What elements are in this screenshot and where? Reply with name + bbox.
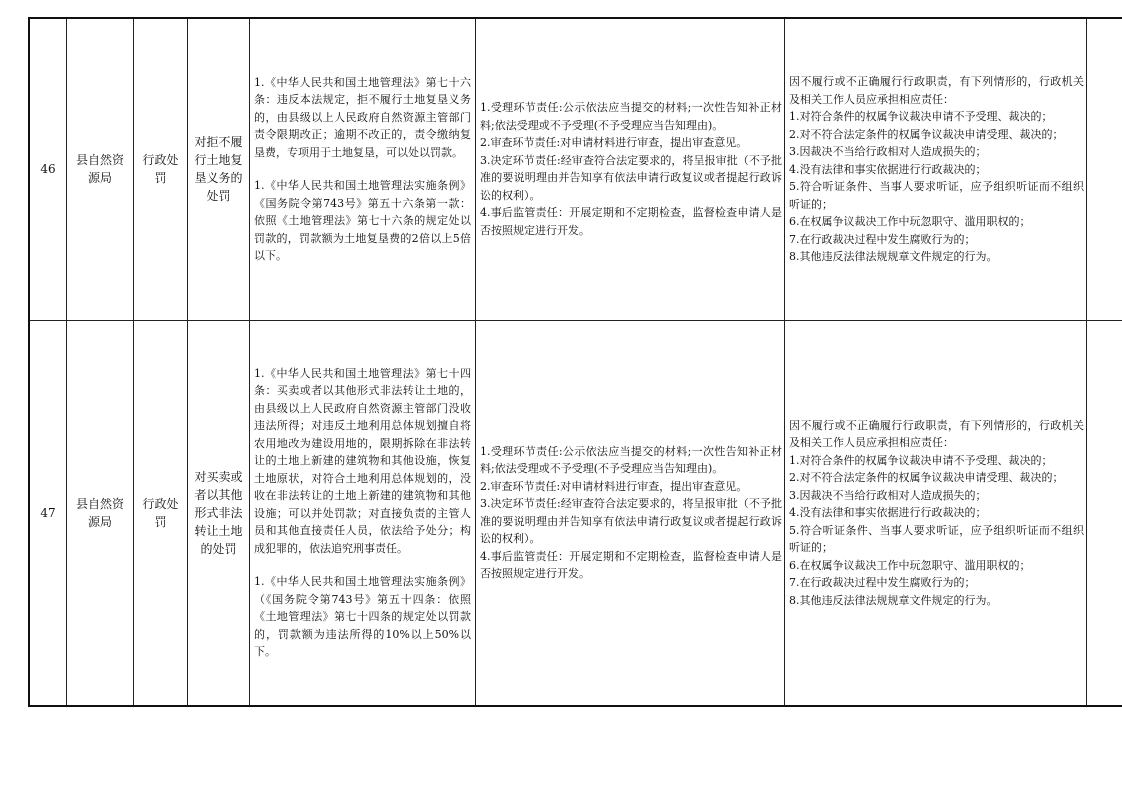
- responsibility-item: 1.受理环节责任:公示依法应当提交的材料;一次性告知补正材料;依法受理或不予受理(不予受理应当告知理由)。: [480, 101, 782, 132]
- responsibility-cell: [476, 18, 785, 320]
- responsibility-item: 4.事后监管责任：开展定期和不定期检查，监督检查申请人是否按照规定进行开发。: [480, 206, 782, 237]
- liability-item: 2.对不符合法定条件的权属争议裁决申请受理、裁决的；: [789, 471, 1064, 484]
- power-item-cell: 对拒不履行土地复垦义务的处罚: [188, 18, 250, 320]
- legal-basis-paragraph: 1.《中华人民共和国土地管理法实施条例》《国务院令第743号》第五十六条第一款：依照《土地管理法》第七十六条的规定处以罚款的，罚款额为土地复垦费的2倍以上5倍以下。: [254, 179, 471, 263]
- liability-item: 7.在行政裁决过程中发生腐败行为的；: [789, 232, 976, 246]
- responsibility-item: 3.决定环节责任:经审查符合法定要求的，将呈报审批（不予批准的要说明理由并告知享有依法申请行政复议或者提起行政诉讼的权利）。: [480, 497, 782, 546]
- liability-item: 6.在权属争议裁决工作中玩忽职守、滥用职权的；: [789, 215, 1031, 228]
- liability-item: 2.对不符合法定条件的权属争议裁决申请受理、裁决的；: [789, 127, 1064, 141]
- legal-basis-cell: [250, 320, 476, 706]
- responsibility-item: 2.审查环节责任:对申请材料进行审查，提出审查意见。: [480, 136, 748, 150]
- power-item-cell: 对买卖或者以其他形式非法转让土地的处罚: [188, 320, 250, 706]
- table-row: [29, 18, 1122, 320]
- liability-item: 1.对符合条件的权属争议裁决申请不予受理、裁决的；: [789, 453, 1053, 467]
- responsibility-table: [28, 17, 1122, 707]
- department-cell: 县自然资源局: [67, 18, 134, 320]
- remarks-cell: [1087, 320, 1122, 706]
- liability-item: 3.因裁决不当给行政相对人造成损失的；: [789, 488, 987, 502]
- legal-basis-paragraph: 1.《中华人民共和国土地管理法》第七十六条：违反本法规定，拒不履行土地复垦义务的，由县级以上人民政府自然资源主管部门责令限期改正；逾期不改正的，责令缴纳复垦费，专项用于土地复垦，可以处以罚款。: [254, 75, 471, 159]
- power-type-cell: 行政处罚: [134, 18, 188, 320]
- legal-basis-paragraph: 1.《中华人民共和国土地管理法实施条例》（《国务院令第743号》第五十四条：依照《土地管理法》第七十四条的规定处以罚款的，罚款额为违法所得的10%以上50%以下。: [254, 575, 471, 659]
- liability-item: 因不履行或不正确履行行政职责，有下列情形的，行政机关及相关工作人员应承担相应责任：: [789, 418, 1084, 449]
- row-number: 47: [29, 320, 67, 706]
- power-type-cell: 行政处罚: [134, 320, 188, 706]
- department-cell: 县自然资源局: [67, 320, 134, 706]
- liability-item: 1.对符合条件的权属争议裁决申请不予受理、裁决的；: [789, 110, 1053, 123]
- liability-item: 3.因裁决不当给行政相对人造成损失的；: [789, 145, 987, 158]
- responsibility-cell: [476, 320, 785, 706]
- liability-item: 8.其他违反法律法规规章文件规定的行为。: [789, 250, 998, 263]
- liability-item: 因不履行或不正确履行行政职责，有下列情形的，行政机关及相关工作人员应承担相应责任：: [789, 75, 1084, 106]
- legal-basis-cell: [250, 18, 476, 320]
- liability-item: 4.没有法律和事实依据进行行政裁决的；: [789, 162, 987, 176]
- liability-item: 7.在行政裁决过程中发生腐败行为的；: [789, 576, 976, 589]
- liability-item: 4.没有法律和事实依据进行行政裁决的；: [789, 506, 987, 519]
- remarks-cell: [1087, 18, 1122, 320]
- legal-basis-paragraph: 1.《中华人民共和国土地管理法》第七十四条：买卖或者以其他形式非法转让土地的，由县级以上人民政府自然资源主管部门没收违法所得；对违反土地利用总体规划擅自将农用地改为建设用地的，限期拆除在非法转让的土地上新建的建筑物和其他设施，恢复土地原状，对符合土地利用总体规划的，没收在非法转让的土地上新建的建筑物和其他设施；可以并处罚款；对直接负责的主管人员和其他直接责任人员，依法给予处分；构成犯罪的，依法追究刑事责任。: [254, 366, 471, 555]
- responsibility-item: 2.审查环节责任:对申请材料进行审查，提出审查意见。: [480, 479, 748, 493]
- liability-item: 6.在权属争议裁决工作中玩忽职守、滥用职权的；: [789, 558, 1031, 572]
- responsibility-item: 4.事后监管责任：开展定期和不定期检查，监督检查申请人是否按照规定进行开发。: [480, 549, 782, 581]
- liability-item: 8.其他违反法律法规规章文件规定的行为。: [789, 593, 998, 607]
- row-number: 46: [29, 18, 67, 320]
- liability-item: 5.符合听证条件、当事人要求听证，应予组织听证而不组织听证的；: [789, 180, 1084, 211]
- table-row: [29, 320, 1122, 706]
- liability-cell: [785, 18, 1087, 320]
- liability-item: 5.符合听证条件、当事人要求听证，应予组织听证而不组织听证的；: [789, 523, 1084, 554]
- liability-cell: [785, 320, 1087, 706]
- responsibility-item: 1.受理环节责任:公示依法应当提交的材料;一次性告知补正材料;依法受理或不予受理(不予受理应当告知理由)。: [480, 444, 782, 476]
- responsibility-item: 3.决定环节责任:经审查符合法定要求的，将呈报审批（不予批准的要说明理由并告知享有依法申请行政复议或者提起行政诉讼的权利）。: [480, 153, 782, 202]
